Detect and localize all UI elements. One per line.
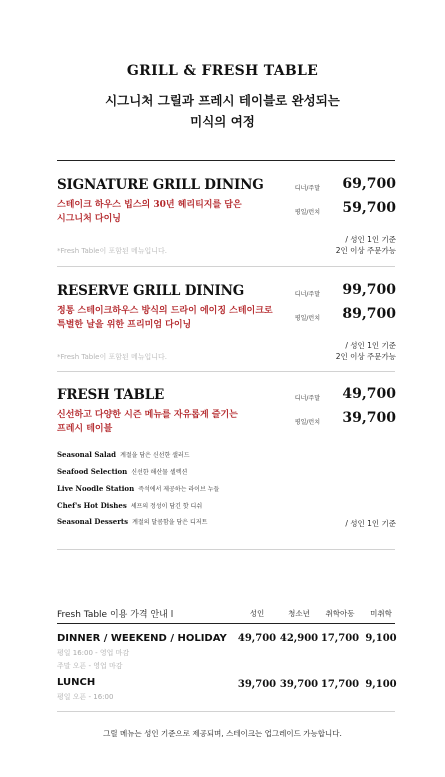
section-title: RESERVE GRILL DINING: [57, 283, 245, 299]
menu-item-desc: 계절의 달콤함을 담은 디저트: [132, 519, 208, 526]
menu-item: [57, 517, 207, 526]
price-dinner: 69,700: [342, 176, 396, 192]
section-note: *Fresh Table이 포함된 메뉴입니다.: [57, 247, 167, 255]
row-value-adult: 39,700: [237, 679, 277, 690]
menu-item-desc: 셰프의 정성이 담긴 핫 디쉬: [130, 503, 203, 510]
section-description-line: 프레시 테이블: [57, 424, 113, 434]
price-dinner: 99,700: [342, 282, 396, 298]
page-title: GRILL & FRESH TABLE: [126, 63, 319, 79]
price-condition-line: 2인 이상 주문가능: [335, 246, 396, 255]
column-header-adult: 성인: [249, 609, 265, 618]
price-condition-line: 2인 이상 주문가능: [335, 352, 396, 361]
section-description: [57, 408, 297, 436]
menu-item-name: Live Noodle Station: [57, 484, 135, 493]
section-description: [57, 304, 297, 332]
price-condition: [286, 340, 396, 362]
row-value-youth: 42,900: [279, 633, 319, 644]
menu-item-name: Seasonal Desserts: [57, 517, 129, 526]
price-lunch: 59,700: [342, 200, 396, 216]
section-note: *Fresh Table이 포함된 메뉴입니다.: [57, 353, 167, 361]
menu-item: [57, 467, 187, 476]
price-label-dinner: 디너/주말: [294, 185, 320, 192]
row-time: 주말 오픈 - 영업 마감: [57, 662, 123, 670]
price-dinner: 49,700: [342, 386, 396, 402]
section-description-line: 시그니처 다이닝: [57, 214, 121, 224]
menu-item-name: Seafood Selection: [57, 467, 128, 476]
row-value-child: 17,700: [320, 633, 360, 644]
price-label-lunch: 평일/런치: [294, 209, 320, 216]
divider: [57, 711, 395, 712]
section-description-line: 특별한 날을 위한 프리미엄 다이닝: [57, 320, 192, 330]
menu-item-desc: 즉석에서 제공하는 라이브 누들: [138, 486, 220, 493]
row-name: DINNER / WEEKEND / HOLIDAY: [57, 633, 227, 644]
column-header-youth: 청소년: [288, 609, 310, 618]
footer-note: 그릴 메뉴는 성인 기준으로 제공되며, 스테이크는 업그레이드 가능합니다.: [103, 729, 342, 738]
row-value-youth: 39,700: [279, 679, 319, 690]
menu-item: [57, 501, 202, 510]
row-time: 평일 오픈 - 16:00: [57, 693, 114, 701]
price-label-lunch: 평일/런치: [294, 419, 320, 426]
price-condition: [286, 234, 396, 256]
price-lunch: 39,700: [342, 410, 396, 426]
menu-item: [57, 484, 219, 493]
menu-item-name: Chef's Hot Dishes: [57, 501, 127, 510]
divider: [57, 549, 395, 550]
divider: [57, 371, 395, 372]
page-subtitle-line1: 시그니처 그릴과 프레시 테이블로 완성되는: [105, 93, 340, 108]
price-condition-line: / 성인 1인 기준: [345, 519, 396, 528]
menu-item-name: Seasonal Salad: [57, 450, 117, 459]
price-condition-line: / 성인 1인 기준: [345, 341, 396, 350]
section-description-line: 신선하고 다양한 시즌 메뉴를 자유롭게 즐기는: [57, 410, 238, 420]
menu-item: [57, 450, 190, 459]
price-label-dinner: 디너/주말: [294, 291, 320, 298]
price-condition-line: / 성인 1인 기준: [345, 235, 396, 244]
row-value-preschool: 9,100: [365, 633, 397, 644]
row-time: 평일 16:00 - 영업 마감: [57, 649, 130, 657]
section-description-line: 정통 스테이크하우스 방식의 드라이 에이징 스테이크로: [57, 306, 273, 316]
table-header-divider: [57, 623, 395, 624]
row-name: LUNCH: [57, 677, 96, 688]
price-label-dinner: 디너/주말: [294, 395, 320, 402]
section-description-line: 스테이크 하우스 빕스의 30년 헤리티지를 담은: [57, 200, 242, 210]
price-condition: [286, 518, 396, 529]
column-header-child: 취학아동: [325, 609, 355, 618]
price-label-lunch: 평일/런치: [294, 315, 320, 322]
price-table-title: Fresh Table 이용 가격 안내 l: [57, 610, 174, 620]
section-title: SIGNATURE GRILL DINING: [57, 177, 264, 193]
row-value-preschool: 9,100: [365, 679, 397, 690]
row-value-child: 17,700: [320, 679, 360, 690]
page-subtitle-line2: 미식의 여정: [190, 114, 255, 129]
section-description: [57, 198, 297, 226]
price-lunch: 89,700: [342, 306, 396, 322]
column-header-preschool: 미취학: [370, 609, 392, 618]
divider: [57, 160, 395, 161]
divider: [57, 266, 395, 267]
menu-item-desc: 신선한 해산물 셀렉션: [131, 469, 188, 476]
section-title: FRESH TABLE: [57, 387, 165, 403]
row-value-adult: 49,700: [237, 633, 277, 644]
menu-item-desc: 계절을 담은 신선한 샐러드: [120, 452, 190, 459]
